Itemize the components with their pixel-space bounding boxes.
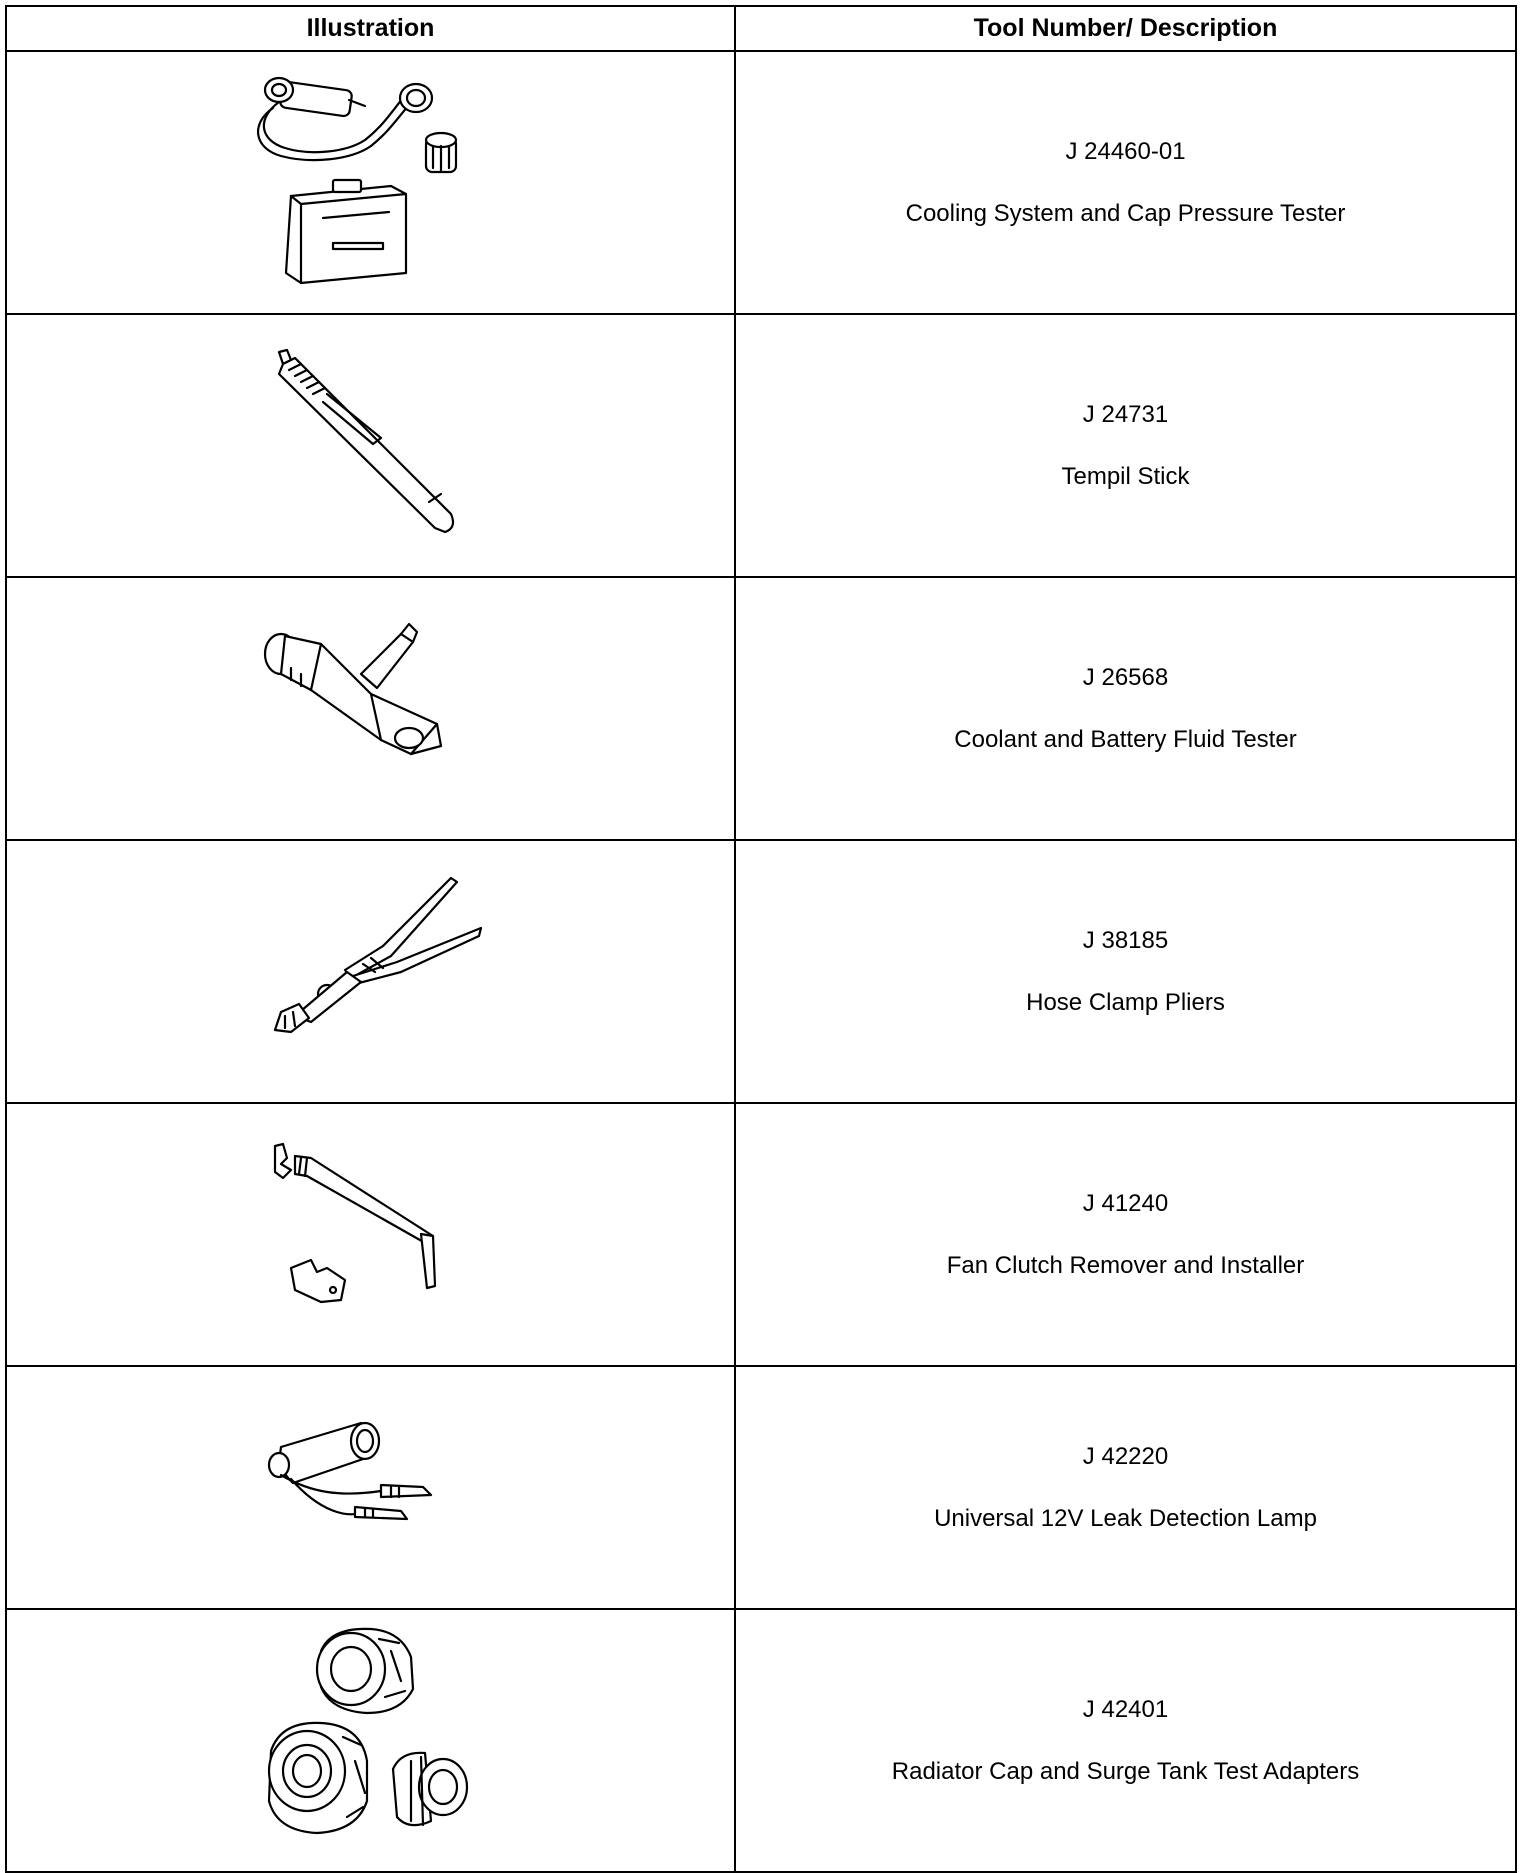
tool-number: J 26568	[1082, 663, 1169, 691]
illustration-cell	[6, 51, 735, 314]
fan-clutch-tool-icon	[261, 1140, 481, 1330]
illustration-cell	[6, 1103, 735, 1366]
tool-description-cell	[735, 577, 1516, 840]
tool-description-cell	[735, 840, 1516, 1103]
tool-description-cell	[735, 1366, 1516, 1609]
tool-description-cell	[735, 51, 1516, 314]
leak-detection-lamp-icon	[251, 1413, 491, 1563]
tool-description-cell	[735, 1609, 1516, 1872]
hose-clamp-pliers-icon	[251, 872, 491, 1072]
tool-number: J 41240	[1082, 1189, 1169, 1217]
tool-description: Universal 12V Leak Detection Lamp	[934, 1504, 1317, 1532]
table-row	[6, 1366, 1516, 1609]
special-tools-table	[5, 5, 1517, 1873]
tool-description: Cooling System and Cap Pressure Tester	[905, 199, 1346, 227]
tool-description: Coolant and Battery Fluid Tester	[954, 725, 1297, 753]
table-row	[6, 51, 1516, 314]
pressure-tester-icon	[241, 68, 501, 298]
tempil-stick-icon	[261, 346, 481, 546]
illustration-cell	[6, 1609, 735, 1872]
table-row	[6, 577, 1516, 840]
tool-number: J 38185	[1082, 926, 1169, 954]
tool-description-cell	[735, 1103, 1516, 1366]
tool-number: J 24460-01	[1065, 137, 1186, 165]
table-row	[6, 314, 1516, 577]
table-row	[6, 840, 1516, 1103]
illustration-cell	[6, 1366, 735, 1609]
fluid-tester-icon	[251, 614, 491, 804]
header-illustration: Illustration	[6, 6, 735, 51]
tool-number: J 24731	[1082, 400, 1169, 428]
tool-description: Hose Clamp Pliers	[1026, 988, 1225, 1016]
tool-description: Radiator Cap and Surge Tank Test Adapters	[891, 1757, 1360, 1785]
illustration-cell	[6, 314, 735, 577]
tool-description: Tempil Stick	[1061, 462, 1190, 490]
table-header-row	[6, 6, 1516, 51]
table-row	[6, 1609, 1516, 1872]
tool-description: Fan Clutch Remover and Installer	[946, 1251, 1305, 1279]
tool-description-cell	[735, 314, 1516, 577]
test-adapters-icon	[251, 1621, 491, 1861]
illustration-cell	[6, 577, 735, 840]
table-row	[6, 1103, 1516, 1366]
tool-number: J 42220	[1082, 1442, 1169, 1470]
illustration-cell	[6, 840, 735, 1103]
header-tool-number-description: Tool Number/ Description	[735, 6, 1516, 51]
tool-number: J 42401	[1082, 1695, 1169, 1723]
